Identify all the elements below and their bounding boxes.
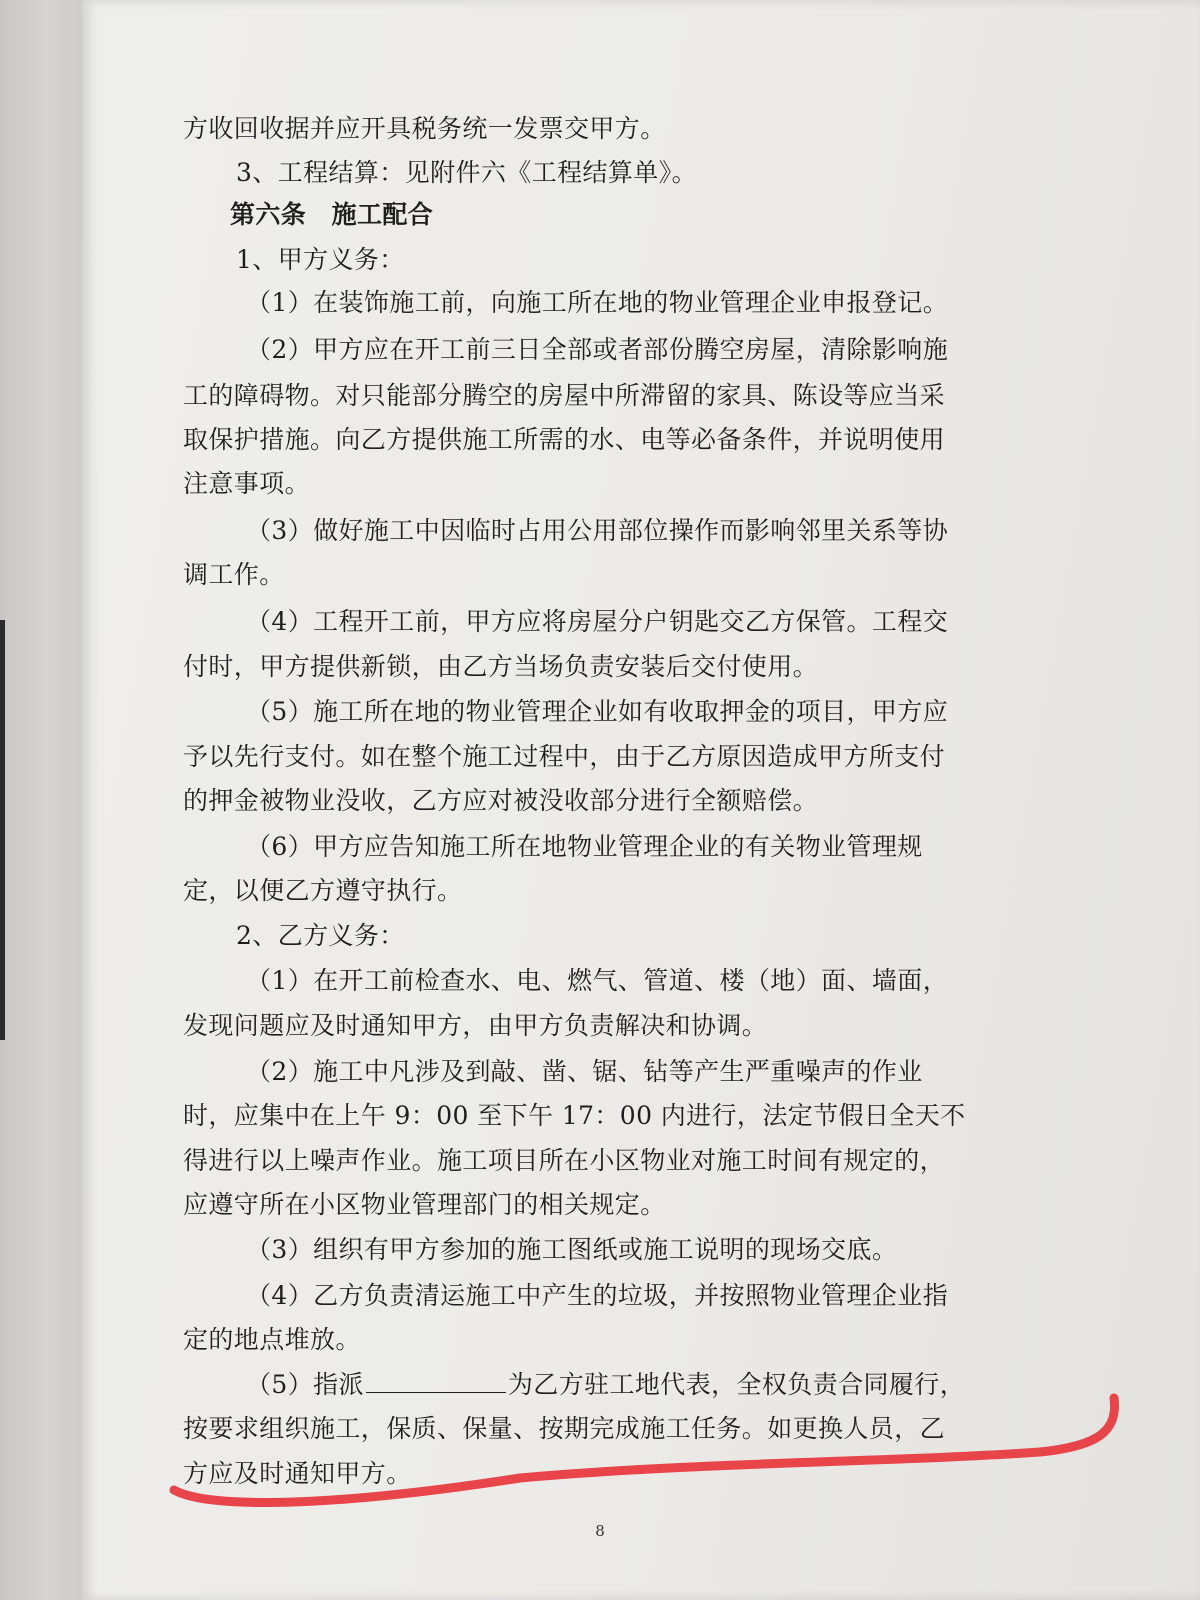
text-line: 方收回收据并应开具税务统一发票交甲方。: [183, 114, 666, 143]
page-number: 8: [595, 1522, 605, 1540]
text-line: （5）施工所在地的物业管理企业如有收取押金的项目，甲方应: [246, 697, 949, 726]
text-line: （1）在装饰施工前，向施工所在地的物业管理企业申报登记。: [246, 288, 949, 317]
text-line: 方应及时通知甲方。: [183, 1459, 412, 1488]
text-line: 得进行以上噪声作业。施工项目所在小区物业对施工时间有规定的，: [183, 1146, 946, 1175]
item5-suffix: 为乙方驻工地代表，全权负责合同履行，: [507, 1370, 966, 1399]
text-line: 取保护措施。向乙方提供施工所需的水、电等必备条件，并说明使用: [183, 425, 946, 454]
section-heading: 第六条 施工配合: [230, 200, 434, 229]
text-line: 1、甲方义务：: [236, 245, 405, 274]
text-line: 付时，甲方提供新锁，由乙方当场负责安装后交付使用。: [183, 652, 819, 681]
text-line: 注意事项。: [183, 469, 311, 498]
text-line: （3）做好施工中因临时占用公用部位操作而影响邻里关系等协: [246, 516, 949, 545]
text-line: 工的障碍物。对只能部分腾空的房屋中所滞留的家具、陈设等应当采: [183, 381, 946, 410]
binder-spine: [0, 620, 5, 1040]
text-line: 发现问题应及时通知甲方，由甲方负责解决和协调。: [183, 1011, 768, 1040]
representative-blank-field: [366, 1370, 506, 1393]
text-line: 定的地点堆放。: [183, 1325, 361, 1354]
text-line: 按要求组织施工，保质、保量、按期完成施工任务。如更换人员，乙: [183, 1414, 946, 1443]
text-line: （4）工程开工前，甲方应将房屋分户钥匙交乙方保管。工程交: [246, 607, 949, 636]
text-line: 调工作。: [183, 560, 285, 589]
binder-left-edge: [0, 0, 82, 1600]
text-line: 的押金被物业没收，乙方应对被没收部分进行全额赔偿。: [183, 786, 819, 815]
text-line: 定，以便乙方遵守执行。: [183, 876, 463, 905]
text-line: 时，应集中在上午 9：00 至下午 17：00 内进行，法定节假日全天不: [183, 1101, 966, 1130]
text-line: （3）组织有甲方参加的施工图纸或施工说明的现场交底。: [246, 1235, 898, 1264]
text-line: 予以先行支付。如在整个施工过程中，由于乙方原因造成甲方所支付: [183, 742, 946, 771]
text-line: （6）甲方应告知施工所在地物业管理企业的有关物业管理规: [246, 832, 923, 861]
item5-prefix: （5）指派: [246, 1370, 364, 1399]
text-line: （4）乙方负责清运施工中产生的垃圾，并按照物业管理企业指: [246, 1281, 949, 1310]
text-line: 3、工程结算：见附件六《工程结算单》。: [236, 158, 698, 187]
text-line: （2）施工中凡涉及到敲、凿、锯、钻等产生严重噪声的作业: [246, 1057, 923, 1086]
text-line: 应遵守所在小区物业管理部门的相关规定。: [183, 1190, 666, 1219]
item5-line: [246, 1370, 965, 1400]
text-line: 2、乙方义务：: [236, 921, 405, 950]
text-line: （2）甲方应在开工前三日全部或者部份腾空房屋，清除影响施: [246, 335, 949, 364]
text-line: （1）在开工前检查水、电、燃气、管道、楼（地）面、墙面，: [246, 966, 949, 995]
